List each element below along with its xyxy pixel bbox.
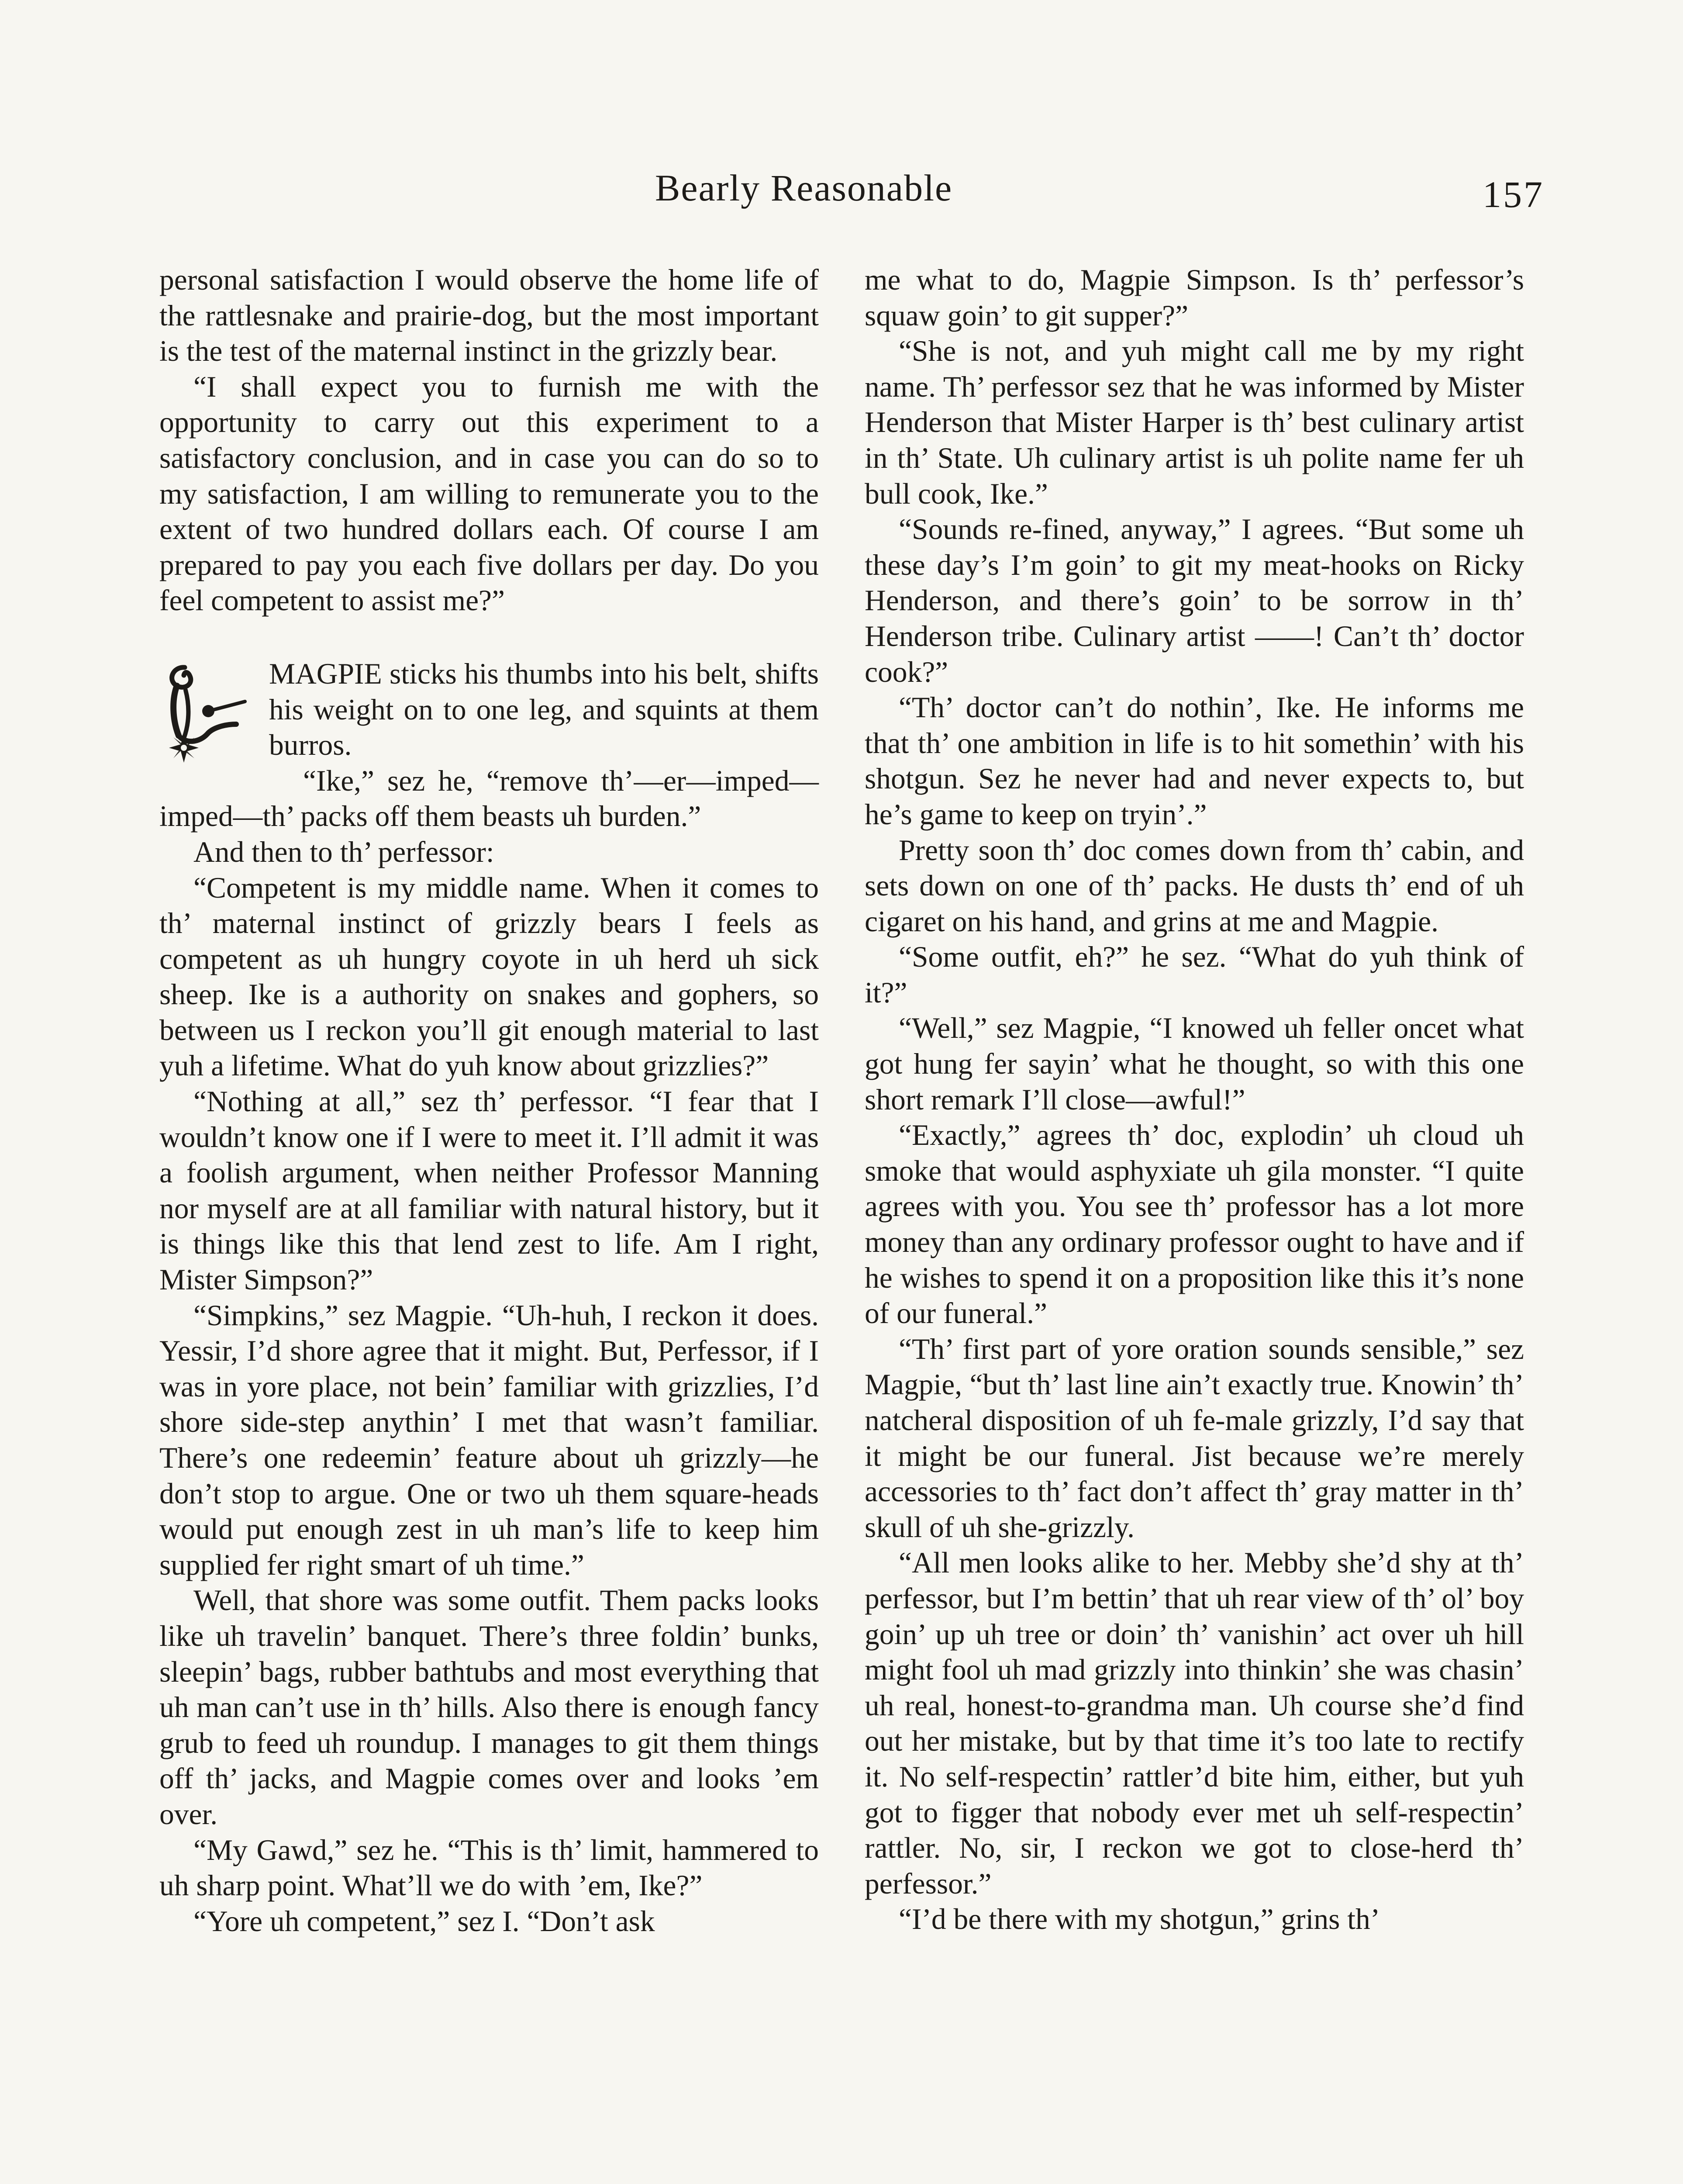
paragraph: “She is not, and yuh might call me by my right name. Th’ perfessor sez that he was informed by Mister Henderson that Mister Harper is th’ best culinary artist in th’ State. Uh culinary artist is uh polite name fer uh bull cook, Ike.”	[865, 335, 1524, 510]
section-opening-paragraph	[159, 656, 819, 763]
paragraph-text: MAGPIE sticks his thumbs into his belt, shifts his weight on to one leg, and squints at them burros.	[269, 657, 819, 762]
paragraph: “Ike,” sez he, “remove th’—er—imped—imped—th’ packs off them beasts uh burden.”	[159, 764, 819, 833]
paragraph: “Nothing at all,” sez th’ perfessor. “I fear that I wouldn’t know one if I were to meet it. I’ll admit it was a foolish argument, when neither Professor Manning nor myself are at all familiar with natural history, but it is things like this that lend zest to life. Am I right, Mister Simpson?”	[159, 1085, 819, 1296]
paragraph: “I shall expect you to furnish me with the opportunity to carry out this experiment to a satisfactory conclusion, and in case you can do so to my satisfaction, I am willing to remunerate you to the extent of two hundred dollars each. Of course I am prepared to pay you each five dollars per day. Do you feel competent to assist me?”	[159, 370, 819, 617]
paragraph: “Some outfit, eh?” he sez. “What do yuh think of it?”	[865, 940, 1524, 1009]
paragraph: me what to do, Magpie Simpson. Is th’ perfessor’s squaw goin’ to git supper?”	[865, 263, 1524, 332]
right-column	[865, 262, 1524, 1937]
paragraph: personal satisfaction I would observe the home life of the rattlesnake and prairie-dog, but the most important is the test of the maternal instinct in the grizzly bear.	[159, 263, 819, 368]
left-column	[159, 262, 819, 1939]
running-head: Bearly Reasonable	[655, 167, 953, 209]
paragraph: “My Gawd,” sez he. “This is th’ limit, hammered to uh sharp point. What’ll we do with ’em, Ike?”	[159, 1833, 819, 1902]
paragraph: And then to th’ perfessor:	[193, 835, 494, 868]
paragraph: “Exactly,” agrees th’ doc, explodin’ uh cloud uh smoke that would asphyxiate uh gila monster. “I quite agrees with you. You see th’ professor has a lot more money than any ordinary professor ought to have and if he wishes to spend it on a proposition like this it’s none of our funeral.”	[865, 1119, 1524, 1330]
paragraph: “I’d be there with my shotgun,” grins th’	[899, 1903, 1380, 1936]
paragraph: Pretty soon th’ doc comes down from th’ cabin, and sets down on one of th’ packs. He dusts th’ end of uh cigaret on his hand, and grins at me and Magpie.	[865, 833, 1524, 938]
paragraph: “Th’ first part of yore oration sounds sensible,” sez Magpie, “but th’ last line ain’t exactly true. Knowin’ th’ natcheral disposition of uh fe-male grizzly, I’d say that it might be our funeral. Jist because we’re merely accessories to th’ fact don’t affect th’ gray matter in th’ skull of uh she-grizzly.	[865, 1332, 1524, 1544]
paragraph: “Simpkins,” sez Magpie. “Uh-huh, I reckon it does. Yessir, I’d shore agree that it might. But, Perfessor, if I was in yore place, not bein’ familiar with grizzlies, I’d shore side-step anythin’ I met that wasn’t familiar. There’s one redeemin’ feature about uh grizzly—he don’t stop to argue. One or two uh them square-heads would put enough zest in uh man’s life to keep him supplied fer right smart of uh time.”	[159, 1299, 819, 1581]
paragraph: “Sounds re-fined, anyway,” I agrees. “But some uh these day’s I’m goin’ to git my meat-hooks on Ricky Henderson, and there’s goin’ to be sorrow in th’ Henderson tribe. Culinary artist ——! Can’t th’ doctor cook?”	[865, 513, 1524, 688]
paragraph: “Yore uh competent,” sez I. “Don’t ask	[193, 1904, 655, 1938]
spur-ornament-icon	[159, 659, 258, 767]
paragraph: Well, that shore was some outfit. Them packs looks like uh travelin’ banquet. There’s three foldin’ bunks, sleepin’ bags, rubber bathtubs and most everything that uh man can’t use in th’ hills. Also there is enough fancy grub to feed uh roundup. I manages to git them things off th’ jacks, and Magpie comes over and looks ’em over.	[159, 1584, 819, 1831]
page-number: 157	[1483, 173, 1544, 215]
paragraph: “Well,” sez Magpie, “I knowed uh feller oncet what got hung fer sayin’ what he thought, so with this one short remark I’ll close—awful!”	[865, 1012, 1524, 1116]
paragraph: “All men looks alike to her. Mebby she’d shy at th’ perfessor, but I’m bettin’ that uh rear view of th’ ol’ boy goin’ up uh tree or doin’ th’ vanishin’ act over uh hill might fool uh mad grizzly into thinkin’ she was chasin’ uh real, honest-to-grandma man. Uh course she’d find out her mistake, but by that time it’s too late to rectify it. No self-respectin’ rattler’d bite him, either, but yuh got to figger that nobody ever met uh self-respectin’ rattler. No, sir, I reckon we got to close-herd th’ perfessor.”	[865, 1546, 1524, 1900]
paragraph: “Th’ doctor can’t do nothin’, Ike. He informs me that th’ one ambition in life is to hit somethin’ with his shotgun. Sez he never had and never expects to, but he’s game to keep on tryin’.”	[865, 691, 1524, 831]
paragraph: “Competent is my middle name. When it comes to th’ maternal instinct of grizzly bears I feels as competent as uh hungry coyote in uh herd uh sick sheep. Ike is a authority on snakes and gophers, so between us I reckon you’ll git enough material to last yuh a lifetime. What do yuh know about grizzlies?”	[159, 871, 819, 1082]
